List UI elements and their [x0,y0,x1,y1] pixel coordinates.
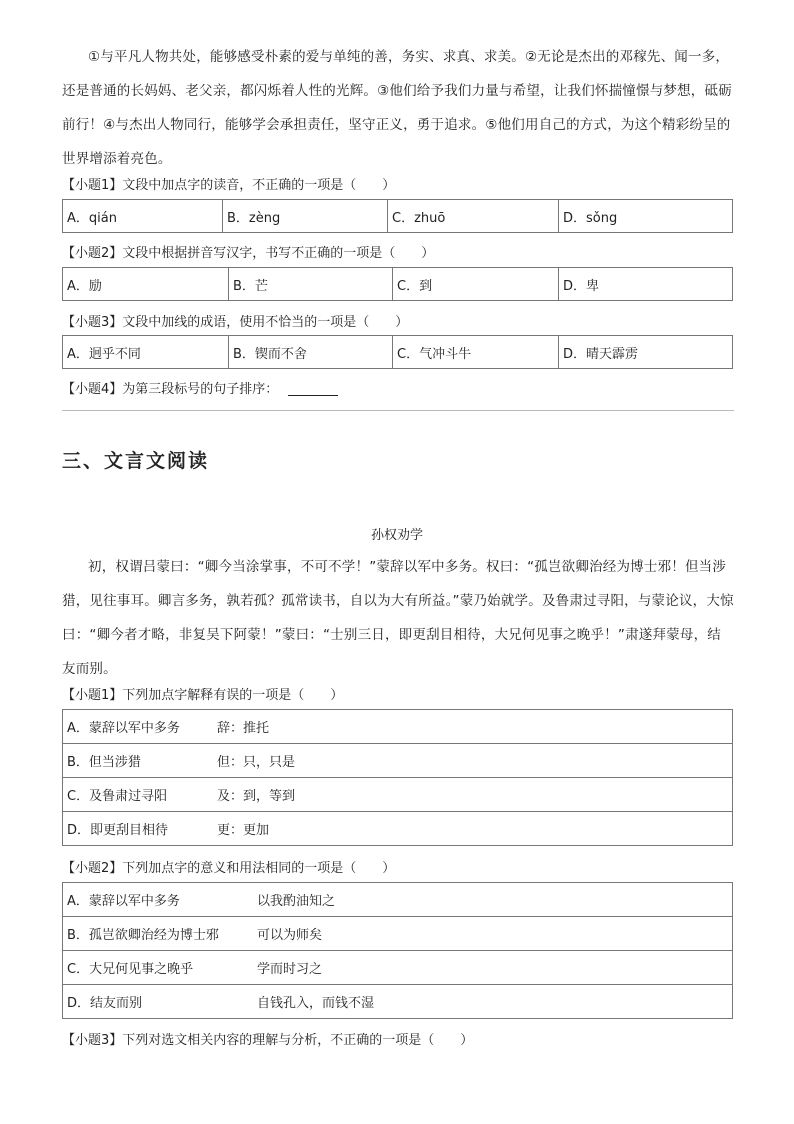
answer-blank[interactable] [288,383,338,396]
option-b[interactable]: B．锲而不舍 [229,336,393,369]
question-2-options [62,267,733,301]
section-divider [62,410,734,411]
option-b[interactable]: B．芒 [229,268,393,301]
option-row-c[interactable]: C．大兄何见事之晚乎 学而时习之 [63,951,733,985]
classical-question-2-stem: 【小题2】下列加点字的意义和用法相同的一项是（ ） [62,861,396,876]
classical-passage: 初，权谓吕蒙曰：“卿今当涂掌事，不可不学！”蒙辞以军中多务。权曰：“孤岂欲卿治经为博士邪！但当涉猎，见往事耳。卿言多务，孰若孤？孤常读书，自以为大有所益。”蒙乃始就学。及鲁肃过寻阳，与蒙论议，大惊曰：“卿今者才略，非复吴下阿蒙！”蒙曰：“士别三日，即更刮目相待，大兄何见事之晚乎！”肃遂拜蒙母，结友而别。 [62,559,734,677]
question-1-stem: 【小题1】文段中加点字的读音，不正确的一项是（ ） [62,178,396,193]
option-d[interactable]: D．卑 [559,268,733,301]
option-c[interactable]: C．气冲斗牛 [393,336,559,369]
option-row-d[interactable]: D．即更刮目相待 更：更加 [63,812,733,846]
option-b[interactable]: B．zèng [223,200,388,233]
option-a[interactable]: A．qián [63,200,223,233]
option-row-b[interactable]: B．孤岂欲卿治经为博士邪 可以为师矣 [63,917,733,951]
classical-question-2-options [62,882,733,1019]
question-1-options [62,199,733,233]
question-3-stem: 【小题3】文段中加线的成语，使用不恰当的一项是（ ） [62,315,409,330]
option-row-d[interactable]: D．结友而别 自钱孔入，而钱不湿 [63,985,733,1019]
essay-title: 孙权劝学 [370,528,423,543]
option-d[interactable]: D．晴天霹雳 [559,336,733,369]
classical-question-3-stem: 【小题3】下列对选文相关内容的理解与分析，不正确的一项是（ ） [62,1033,474,1048]
option-row-b[interactable]: B．但当涉猎 但：只，只是 [63,744,733,778]
option-row-a[interactable]: A．蒙辞以军中多务 辞：推托 [63,710,733,744]
option-a[interactable]: A．迥乎不同 [63,336,229,369]
classical-question-1-stem: 【小题1】下列加点字解释有误的一项是（ ） [62,688,344,703]
option-row-c[interactable]: C．及鲁肃过寻阳 及：到，等到 [63,778,733,812]
passage-paragraph-3: ①与平凡人物共处，能够感受朴素的爱与单纯的善，务实、求真、求美。②无论是杰出的邓稼先、闻一多，还是普通的长妈妈、老父亲，都闪烁着人性的光辉。③他们给予我们力量与希望，让我们怀揣憧憬与梦想，砥砺前行！④与杰出人物同行，能够学会承担责任，坚守正义，勇于追求。⑤他们用自己的方式，为这个精彩纷呈的世界增添着亮色。 [62,49,732,167]
section-title: 三、文言文阅读 [62,450,210,472]
option-row-a[interactable]: A．蒙辞以军中多务 以我酌油知之 [63,883,733,917]
option-c[interactable]: C．zhuō [388,200,559,233]
question-3-options [62,335,733,369]
classical-question-1-options [62,709,733,846]
option-a[interactable]: A．励 [63,268,229,301]
option-d[interactable]: D．sǒng [559,200,733,233]
question-4-stem: 【小题4】为第三段标号的句子排序： [62,382,279,397]
question-4-line [62,378,338,397]
question-2-stem: 【小题2】文段中根据拼音写汉字，书写不正确的一项是（ ） [62,246,435,261]
option-c[interactable]: C．到 [393,268,559,301]
